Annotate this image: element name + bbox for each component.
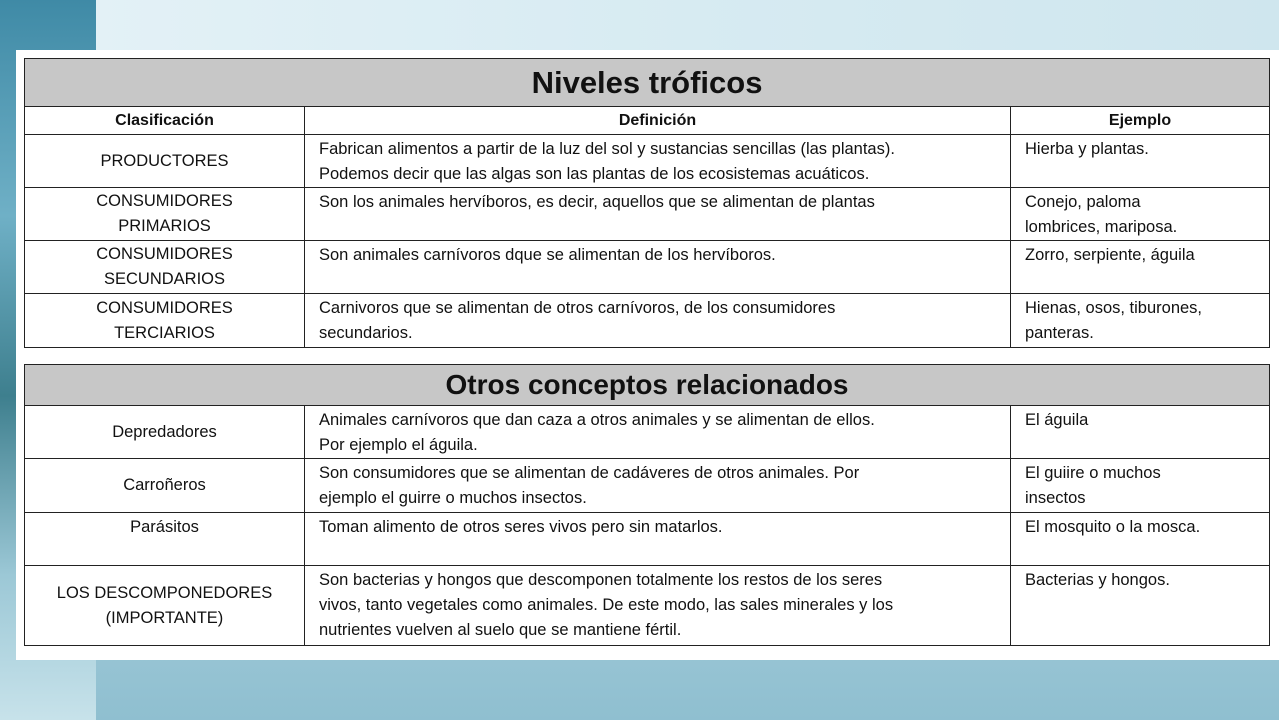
- classification-cell: Carroñeros: [25, 459, 305, 513]
- example-cell: Conejo, paloma lombrices, mariposa.: [1011, 188, 1270, 241]
- example-cell: Bacterias y hongos.: [1011, 566, 1270, 646]
- classification-cell: PRODUCTORES: [25, 135, 305, 188]
- table-row: [25, 513, 1270, 566]
- definition-cell: Fabrican alimentos a partir de la luz del sol y sustancias sencillas (las plantas). Podemos decir que las algas son las plantas de los ecosistemas acuáticos.: [305, 135, 1011, 188]
- table-row: [25, 406, 1270, 459]
- table-row: [25, 188, 1270, 241]
- header-example: Ejemplo: [1011, 107, 1270, 135]
- table-row: [25, 135, 1270, 188]
- classification-cell: Parásitos: [25, 513, 305, 566]
- classification-cell: CONSUMIDORES PRIMARIOS: [25, 188, 305, 241]
- classification-cell: CONSUMIDORES SECUNDARIOS: [25, 241, 305, 294]
- definition-cell: Son los animales hervíboros, es decir, aquellos que se alimentan de plantas: [305, 188, 1011, 241]
- classification-cell: Depredadores: [25, 406, 305, 459]
- header-definition: Definición: [305, 107, 1011, 135]
- table-title: Otros conceptos relacionados: [25, 365, 1270, 406]
- definition-cell: Animales carnívoros que dan caza a otros animales y se alimentan de ellos. Por ejemplo el águila.: [305, 406, 1011, 459]
- classification-cell: CONSUMIDORES TERCIARIOS: [25, 294, 305, 348]
- example-cell: El guiire o muchos insectos: [1011, 459, 1270, 513]
- example-cell: Hierba y plantas.: [1011, 135, 1270, 188]
- table-row: [25, 566, 1270, 646]
- definition-cell: Son bacterias y hongos que descomponen totalmente los restos de los seres vivos, tanto vegetales como animales. De este modo, las sales minerales y los nutrientes vuelven al suelo que se mantiene fértil.: [305, 566, 1011, 646]
- definition-cell: Carnivoros que se alimentan de otros carnívoros, de los consumidores secundarios.: [305, 294, 1011, 348]
- example-cell: El mosquito o la mosca.: [1011, 513, 1270, 566]
- trophic-levels-table: [24, 58, 1270, 348]
- related-concepts-table: [24, 364, 1270, 646]
- table-row: [25, 241, 1270, 294]
- example-cell: Zorro, serpiente, águila: [1011, 241, 1270, 294]
- example-cell: Hienas, osos, tiburones, panteras.: [1011, 294, 1270, 348]
- header-classification: Clasificación: [25, 107, 305, 135]
- definition-cell: Toman alimento de otros seres vivos pero sin matarlos.: [305, 513, 1011, 566]
- example-cell: El águila: [1011, 406, 1270, 459]
- table-row: [25, 459, 1270, 513]
- definition-cell: Son consumidores que se alimentan de cadáveres de otros animales. Por ejemplo el guirre o muchos insectos.: [305, 459, 1011, 513]
- table-row: [25, 294, 1270, 348]
- table-title: Niveles tróficos: [25, 59, 1270, 107]
- background-top-strip: [96, 0, 1279, 50]
- classification-cell: LOS DESCOMPONEDORES (IMPORTANTE): [25, 566, 305, 646]
- definition-cell: Son animales carnívoros dque se alimentan de los hervíboros.: [305, 241, 1011, 294]
